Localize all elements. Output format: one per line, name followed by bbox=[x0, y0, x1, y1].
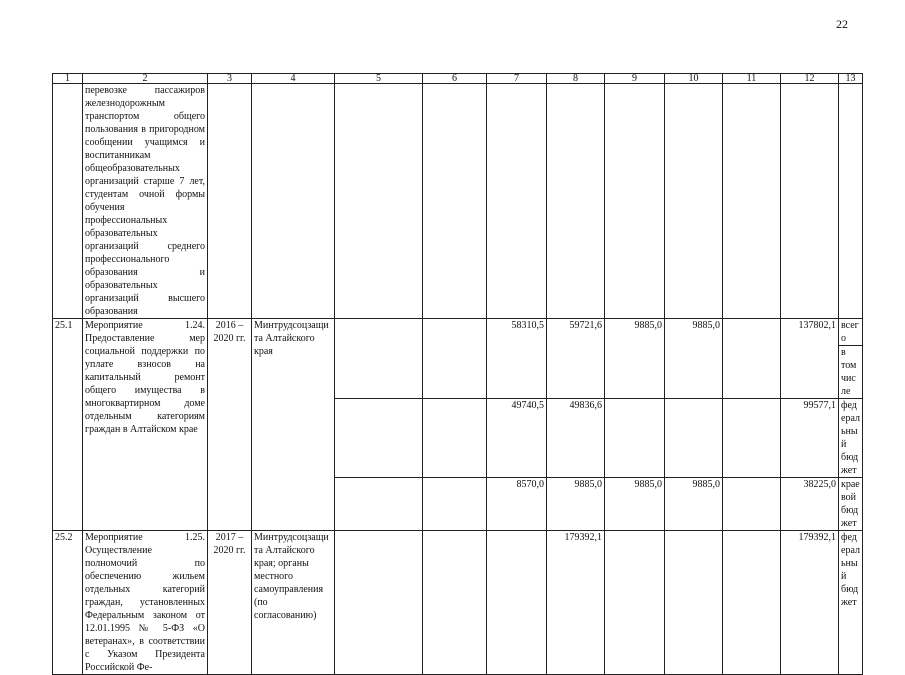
funding-source: всего bbox=[839, 319, 863, 346]
col-header: 12 bbox=[781, 74, 839, 84]
col-header: 4 bbox=[252, 74, 335, 84]
value-cell: 137802,1 bbox=[781, 319, 839, 399]
row-executor: Минтрудсоцзащита Алтайского края bbox=[252, 319, 335, 531]
col-header: 1 bbox=[53, 74, 83, 84]
column-number-row bbox=[53, 74, 863, 84]
value-cell: 9885,0 bbox=[547, 478, 605, 531]
col-header: 3 bbox=[208, 74, 252, 84]
value-cell: 179392,1 bbox=[547, 531, 605, 675]
continuation-row bbox=[53, 84, 863, 319]
row-executor: Минтрудсоцзащита Алтайского края; органы местного самоуправления (по согласованию) bbox=[252, 531, 335, 675]
table-row bbox=[53, 531, 863, 675]
continuation-description: перевозке пассажиров железнодорожным транспортом общего пользования в пригородном сообщении учащимся и воспитанникам общеобразовательных организаций старше 7 лет, студентам очной формы обучения профессиональных образовательных организаций среднего профессионального образования и образовательных организаций высшего образования bbox=[83, 84, 208, 319]
row-number: 25.2 bbox=[53, 531, 83, 675]
col-header: 8 bbox=[547, 74, 605, 84]
row-description: Мероприятие 1.24. Предоставление мер социальной поддержки по уплате взносов на капитальный ремонт общего имущества в многоквартирном доме отдельным категориям граждан в Алтайском крае bbox=[83, 319, 208, 531]
col-header: 7 bbox=[487, 74, 547, 84]
value-cell: 99577,1 bbox=[781, 399, 839, 478]
col-header: 6 bbox=[423, 74, 487, 84]
row-period: 2017 – 2020 гг. bbox=[208, 531, 252, 675]
value-cell: 38225,0 bbox=[781, 478, 839, 531]
col-header: 2 bbox=[83, 74, 208, 84]
table-row bbox=[53, 319, 863, 346]
col-header: 13 bbox=[839, 74, 863, 84]
value-cell: 9885,0 bbox=[665, 319, 723, 399]
funding-source: в том числе bbox=[839, 346, 863, 399]
row-description: Мероприятие 1.25. Осуществление полномочий по обеспечению жильем отдельных категорий граждан, установленных Федеральным законом от 12.01.1995 № 5-ФЗ «О ветеранах», в соответствии с Указом Президента Российской Фе- bbox=[83, 531, 208, 675]
col-header: 11 bbox=[723, 74, 781, 84]
value-cell: 9885,0 bbox=[665, 478, 723, 531]
value-cell: 49740,5 bbox=[487, 399, 547, 478]
value-cell: 59721,6 bbox=[547, 319, 605, 399]
funding-source: краевой бюджет bbox=[839, 478, 863, 531]
row-period: 2016 – 2020 гг. bbox=[208, 319, 252, 531]
row-number: 25.1 bbox=[53, 319, 83, 531]
value-cell: 58310,5 bbox=[487, 319, 547, 399]
page-number: 22 bbox=[836, 17, 848, 31]
value-cell: 8570,0 bbox=[487, 478, 547, 531]
col-header: 9 bbox=[605, 74, 665, 84]
funding-source: федеральный бюджет bbox=[839, 531, 863, 675]
col-header: 5 bbox=[335, 74, 423, 84]
col-header: 10 bbox=[665, 74, 723, 84]
value-cell: 179392,1 bbox=[781, 531, 839, 675]
value-cell: 9885,0 bbox=[605, 478, 665, 531]
funding-source: федеральный бюджет bbox=[839, 399, 863, 478]
program-table bbox=[52, 73, 863, 675]
value-cell: 9885,0 bbox=[605, 319, 665, 399]
value-cell: 49836,6 bbox=[547, 399, 605, 478]
